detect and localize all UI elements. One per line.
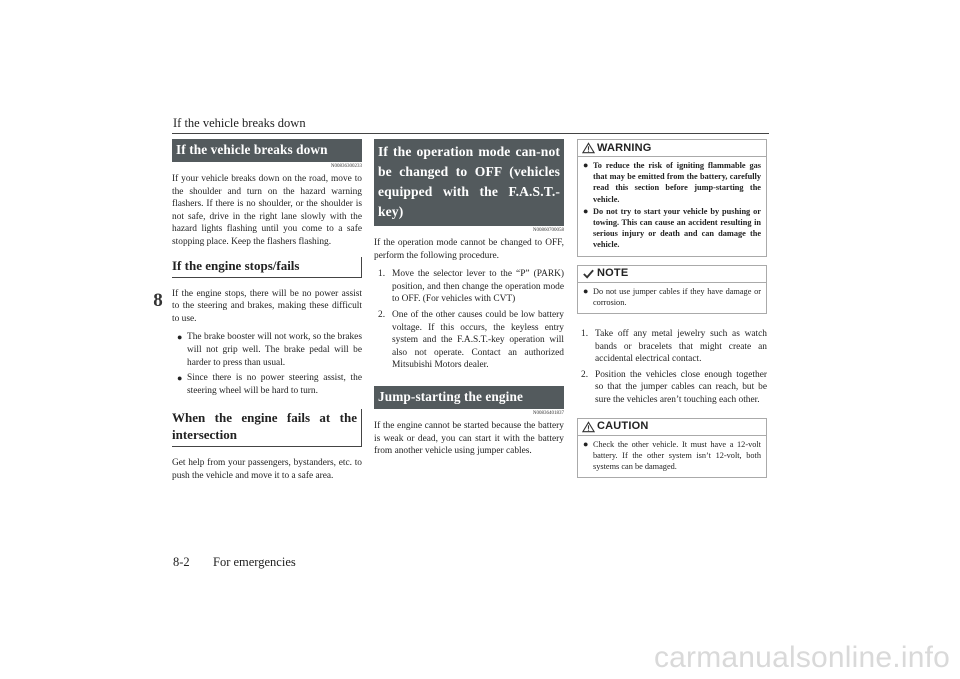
list-item: 1. Take off any metal jewelry such as watch bands or bracelets that might create an accidental electrical contact. [581, 329, 767, 365]
warning-box [577, 139, 767, 257]
header-rule [172, 133, 769, 134]
bullet-dot-icon: ● [583, 438, 589, 449]
reference-code: N00836300233 [330, 164, 362, 169]
reference-code: N00836401837 [532, 410, 564, 416]
right-column [577, 139, 767, 486]
list-item: 2. Position the vehicles close enough together so that the jumper cables can reach, but be sure the vehicles aren’t touching each other. [581, 369, 767, 405]
note-box [577, 265, 767, 314]
bullet-dot-icon: ● [583, 205, 589, 216]
caution-box [577, 418, 767, 479]
bullet-dot-icon: ● [583, 285, 589, 296]
paragraph-intersection: Get help from your passengers, bystanders, etc. to push the vehicle and move it to a safe area. [172, 458, 362, 481]
paragraph-operation-mode: If the operation mode cannot be changed to OFF, perform the following procedure. [374, 238, 564, 261]
middle-column [374, 139, 564, 464]
reference-code: N00860700058 [532, 228, 564, 233]
site-watermark: carmanualsonline.info [653, 641, 950, 674]
section-heading-intersection: When the engine fails at the intersection [172, 409, 362, 447]
list-item: ● The brake booster will not work, so the brakes will not grip well. The brake pedal will be harder to press than usual. [177, 332, 362, 368]
bullet-dot-icon: ● [177, 373, 183, 384]
list-item: ● To reduce the risk of igniting flammable gas that may be emitted from the battery, carefully read this section before jump-starting the vehicle. [583, 160, 761, 204]
paragraph-breakdown: If your vehicle breaks down on the road, move to the shoulder and turn on the hazard warning flashers. If there is no shoulder, or the shoulder is not safe, drive in the right lane slowly with the hazard lights flashing until you come to a safe stopping place. Keep the flashers flashing. [172, 174, 362, 247]
footer-section-title: For emergencies [213, 555, 296, 569]
caution-label: CAUTION [597, 420, 649, 433]
caution-triangle-icon [582, 421, 595, 433]
left-column [172, 139, 362, 489]
list-item: ● Check the other vehicle. It must have a 12-volt battery. If the other system isn’t 12-volt, both systems can be damaged. [583, 438, 761, 471]
section-heading-breakdown: If the vehicle breaks down [172, 139, 362, 162]
list-item: 2. One of the other causes could be low battery voltage. If this occurs, the keyless entry system and the F.A.S.T.-key operation will also not operate. Contact an authorized Mitsubishi Motors dealer. [378, 309, 564, 371]
list-item: 1. Move the selector lever to the “P” (PARK) position, and then change the operation mode to OFF. (For vehicles with CVT) [378, 269, 564, 305]
list-item: ● Do not use jumper cables if they have damage or corrosion. [583, 285, 761, 307]
section-heading-engine-stops: If the engine stops/fails [172, 257, 362, 278]
bullet-dot-icon: ● [583, 160, 589, 170]
page-number: 8-2 [173, 555, 190, 569]
warning-triangle-icon [582, 142, 595, 154]
running-header: If the vehicle breaks down [173, 116, 306, 130]
list-item: ● Do not try to start your vehicle by pushing or towing. This can cause an accident resulting in serious injury or death and can damage the vehicle. [583, 205, 761, 250]
paragraph-engine-stops: If the engine stops, there will be no power assist to the steering and brakes, making these difficult to use. [172, 288, 362, 324]
list-item: ● Since there is no power steering assist, the steering wheel will be hard to turn. [177, 373, 362, 396]
bullet-dot-icon: ● [177, 332, 183, 343]
chapter-number: 8 [153, 290, 163, 311]
note-check-icon [582, 268, 595, 280]
paragraph-jump-start: If the engine cannot be started because the battery is weak or dead, you can start it with the battery from another vehicle using jumper cables. [374, 420, 564, 457]
note-label: NOTE [597, 267, 629, 280]
warning-label: WARNING [597, 141, 652, 154]
section-heading-operation-mode: If the operation mode can-not be changed to OFF (vehicles equipped with the F.A.S.T.-key) [374, 139, 564, 226]
section-heading-jump-start: Jump-starting the engine [374, 386, 564, 409]
